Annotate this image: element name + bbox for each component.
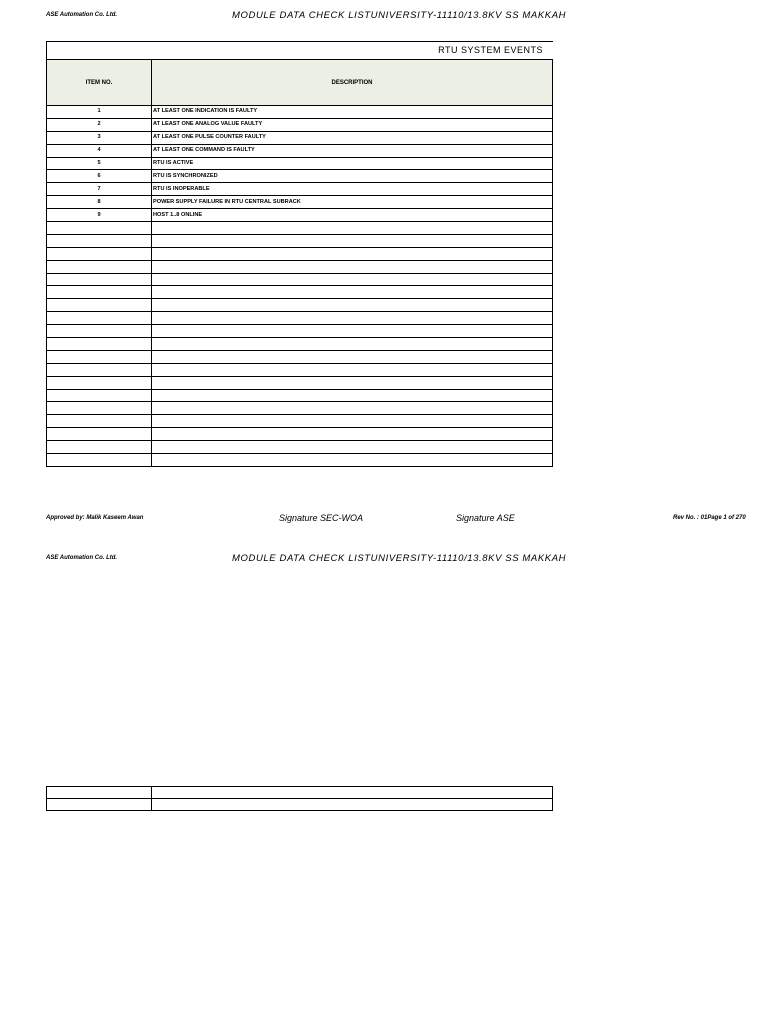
item-number-cell: 4 [47, 144, 152, 157]
table-row [47, 350, 553, 363]
description-cell [152, 247, 553, 260]
description-cell: RTU IS INOPERABLE [152, 183, 553, 196]
item-number-cell: 1 [47, 106, 152, 119]
item-number-cell [47, 415, 152, 428]
signature-ase: Signature ASE [456, 513, 515, 523]
table-row [47, 183, 553, 196]
table-row [47, 247, 553, 260]
table-row [47, 273, 553, 286]
revision-page-number: Rev No. : 01Page 1 of 270 [673, 515, 746, 521]
item-number-cell [47, 338, 152, 351]
description-cell: AT LEAST ONE INDICATION IS FAULTY [152, 106, 553, 119]
description-cell [152, 415, 553, 428]
description-cell [152, 454, 553, 467]
table-row [47, 106, 553, 119]
description-cell: AT LEAST ONE PULSE COUNTER FAULTY [152, 131, 553, 144]
item-number-cell [47, 428, 152, 441]
table-row [47, 170, 553, 183]
table-row [47, 234, 553, 247]
description-cell [152, 441, 553, 454]
item-number-cell [47, 312, 152, 325]
table-row [47, 118, 553, 131]
table-row [47, 799, 553, 811]
section-title-bar [46, 41, 553, 59]
table-row [47, 144, 553, 157]
description-cell [152, 363, 553, 376]
item-number-cell [47, 441, 152, 454]
item-number-cell [47, 273, 152, 286]
table-row [47, 299, 553, 312]
description-cell [152, 222, 553, 235]
column-header-item-no: ITEM NO. [47, 60, 152, 106]
events-table-container [46, 41, 553, 467]
table-row [47, 428, 553, 441]
description-cell [152, 428, 553, 441]
table-row [47, 222, 553, 235]
item-number-cell: 3 [47, 131, 152, 144]
events-table [46, 59, 553, 467]
item-number-cell [47, 402, 152, 415]
description-cell [152, 286, 553, 299]
description-cell [152, 799, 553, 811]
description-cell: POWER SUPPLY FAILURE IN RTU CENTRAL SUBRACK [152, 196, 553, 209]
table-row [47, 441, 553, 454]
item-number-cell [47, 389, 152, 402]
company-name: ASE Automation Co. Ltd. [46, 12, 118, 18]
description-cell [152, 338, 553, 351]
description-cell [152, 325, 553, 338]
table-row [47, 415, 553, 428]
table-row [47, 260, 553, 273]
column-header-description: DESCRIPTION [152, 60, 553, 106]
description-cell [152, 299, 553, 312]
item-number-cell [47, 234, 152, 247]
page2-table-body [47, 787, 553, 811]
description-cell: RTU IS SYNCHRONIZED [152, 170, 553, 183]
table-body [47, 106, 553, 467]
item-number-cell: 7 [47, 183, 152, 196]
description-cell [152, 234, 553, 247]
table-row [47, 196, 553, 209]
description-cell [152, 350, 553, 363]
table-row [47, 402, 553, 415]
item-number-cell [47, 799, 152, 811]
description-cell [152, 389, 553, 402]
item-number-cell [47, 222, 152, 235]
item-number-cell [47, 454, 152, 467]
description-cell: AT LEAST ONE ANALOG VALUE FAULTY [152, 118, 553, 131]
item-number-cell: 2 [47, 118, 152, 131]
description-cell: RTU IS ACTIVE [152, 157, 553, 170]
table-row [47, 286, 553, 299]
description-cell [152, 787, 553, 799]
section-title: RTU SYSTEM EVENTS [438, 45, 543, 55]
signature-sec-woa: Signature SEC-WOA [279, 513, 364, 523]
table-row [47, 376, 553, 389]
item-number-cell: 5 [47, 157, 152, 170]
table-row [47, 363, 553, 376]
item-number-cell: 9 [47, 209, 152, 222]
item-number-cell [47, 247, 152, 260]
document-title: MODULE DATA CHECK LISTUNIVERSITY-11110/13.8KV SS MAKKAH [232, 10, 567, 21]
description-cell [152, 312, 553, 325]
item-number-cell [47, 325, 152, 338]
description-cell [152, 376, 553, 389]
table-row [47, 157, 553, 170]
table-row [47, 787, 553, 799]
table-row [47, 312, 553, 325]
item-number-cell [47, 299, 152, 312]
table-row [47, 389, 553, 402]
item-number-cell: 8 [47, 196, 152, 209]
document-title-page2: MODULE DATA CHECK LISTUNIVERSITY-11110/13.8KV SS MAKKAH [232, 553, 567, 564]
table-row [47, 338, 553, 351]
table-row [47, 325, 553, 338]
description-cell [152, 273, 553, 286]
description-cell: AT LEAST ONE COMMAND IS FAULTY [152, 144, 553, 157]
item-number-cell [47, 260, 152, 273]
page2-table [46, 786, 553, 811]
item-number-cell [47, 363, 152, 376]
description-cell: HOST 1..8 ONLINE [152, 209, 553, 222]
page2-table-container [46, 786, 553, 811]
approved-by: Approved by: Malik Kaseem Awan [46, 515, 144, 521]
description-cell [152, 260, 553, 273]
table-row [47, 454, 553, 467]
item-number-cell [47, 787, 152, 799]
item-number-cell [47, 286, 152, 299]
description-cell [152, 402, 553, 415]
table-row [47, 209, 553, 222]
table-header-row [47, 60, 553, 106]
company-name-page2: ASE Automation Co. Ltd. [46, 555, 118, 561]
item-number-cell [47, 376, 152, 389]
table-row [47, 131, 553, 144]
item-number-cell: 6 [47, 170, 152, 183]
item-number-cell [47, 350, 152, 363]
